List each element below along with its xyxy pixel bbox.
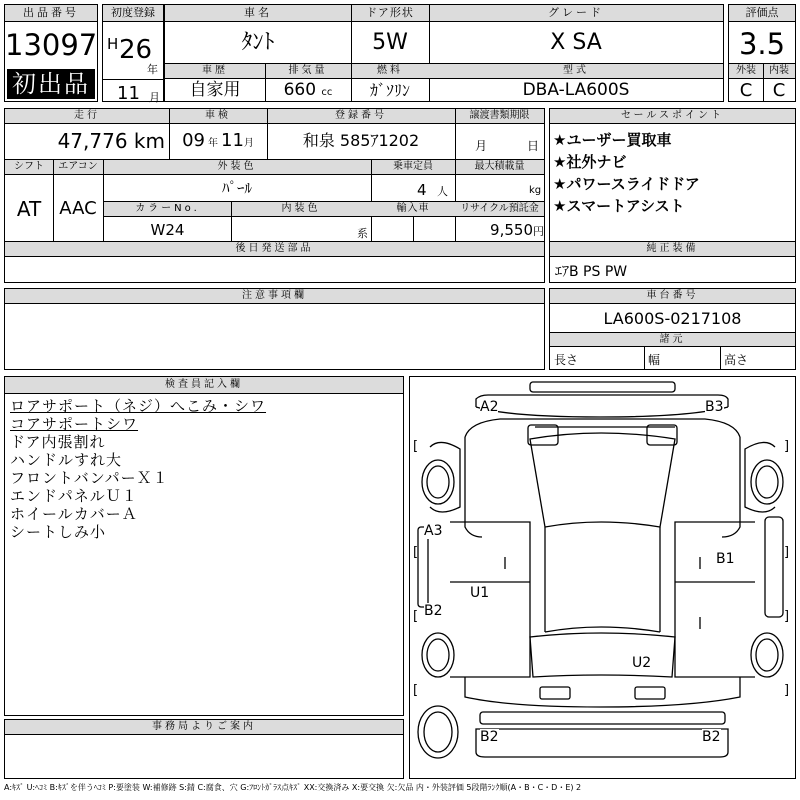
spec-label: 諸元 <box>550 332 795 347</box>
shift: AT <box>16 197 42 221</box>
caution-label: 注意事項欄 <box>5 289 544 304</box>
bracket: [ <box>413 439 419 454</box>
registration-year: 26 <box>119 35 153 65</box>
transfer-day: 日 <box>527 139 540 153</box>
bracket: ] <box>784 683 790 698</box>
displacement: 660 <box>283 80 317 100</box>
inspector-note: コアサポートシワ <box>10 415 139 433</box>
color-number-label: カラーNo. <box>104 202 231 217</box>
bracket: [ <box>413 683 419 698</box>
mileage-cell <box>5 127 165 155</box>
bracket: ] <box>784 609 790 624</box>
first-registration-box <box>102 4 164 102</box>
sales-point: ★社外ナビ <box>553 153 627 171</box>
caution-box <box>4 288 545 370</box>
recycle-cell <box>455 219 544 243</box>
exterior-color: ﾊﾟｰﾙ <box>221 179 252 197</box>
inspection-cell <box>169 127 267 158</box>
mileage-label: 走行 <box>5 109 169 124</box>
import-label: 輸入車 <box>371 202 455 217</box>
capacity: 4 <box>417 181 427 199</box>
door-type: 5W <box>372 30 408 55</box>
exterior-grade: C <box>739 80 753 101</box>
max-load-label: 最大積載量 <box>455 160 544 175</box>
damage-mark: B2 <box>424 603 443 619</box>
model-label: 型式 <box>429 64 723 79</box>
exterior-color-label: 外装色 <box>103 160 371 175</box>
transfer-deadline-label: 譲渡書類期限 <box>455 109 544 124</box>
interior-grade-label: 内装 <box>763 64 795 79</box>
office-notes-box <box>4 719 404 779</box>
first-registration-label: 初度登録 <box>103 5 163 22</box>
inspector-notes-label: 検査員記入欄 <box>5 377 403 394</box>
shift-label: シフト <box>5 160 53 175</box>
inspection-year: 09 <box>182 130 205 151</box>
month-unit: 月 <box>149 91 160 104</box>
displacement-cell <box>265 80 351 103</box>
inspection-label: 車検 <box>169 109 267 124</box>
plate-label: 登録番号 <box>267 109 455 124</box>
vehicle-details-box <box>4 108 545 242</box>
damage-mark: U2 <box>632 655 652 671</box>
car-damage-diagram <box>409 376 796 779</box>
sales-points-box <box>549 108 796 242</box>
ac-label: エアコン <box>53 160 103 175</box>
bracket: ] <box>784 545 790 560</box>
model: DBA-LA600S <box>522 80 630 100</box>
equipment-list: ｴｱB PS PW <box>555 264 628 280</box>
interior-grade: C <box>772 80 786 101</box>
score-box <box>728 4 796 102</box>
equipment-box <box>549 241 796 283</box>
inspector-note: フロントバンパーＸ１ <box>10 469 169 487</box>
registration-month: 11 <box>117 83 140 104</box>
car-info-box <box>164 4 724 102</box>
displacement-label: 排気量 <box>265 64 351 79</box>
era: H <box>107 35 119 53</box>
first-listing-badge: 初出品 <box>7 69 95 99</box>
interior-color-label: 内装色 <box>231 202 371 217</box>
interior-color-unit: 系 <box>357 227 368 240</box>
inspector-note: ロアサポート（ネジ）へこみ・シワ <box>10 397 267 415</box>
bracket: [ <box>413 609 419 624</box>
damage-mark: B2 <box>702 729 721 745</box>
length-label: 長さ <box>554 353 579 367</box>
legend: A:ｷｽﾞ U:ﾍｺﾐ B:ｷｽﾞを伴うﾍｺﾐ P:要塗装 W:補修跡 S:錆 C:腐食、穴 G:ﾌﾛﾝﾄｶﾞﾗｽ点ｷｽﾞ XX:交換済み X:要交換 欠:欠品 内・外装評価 5段階ﾗﾝｸ順(A・B・C・D・E) 2 <box>4 783 582 792</box>
transfer-month: 月 <box>475 139 488 153</box>
grade: X SA <box>550 30 602 55</box>
max-load-unit: kg <box>529 185 542 196</box>
displacement-unit: cc <box>321 87 333 98</box>
score-label: 評価点 <box>729 5 795 22</box>
damage-mark: A2 <box>480 399 499 415</box>
inspector-note: ホイールカバーＡ <box>10 505 138 523</box>
chassis-box <box>549 288 796 370</box>
inspector-note: ドア内張割れ <box>10 433 106 451</box>
car-outline-svg <box>410 377 795 778</box>
damage-mark: A3 <box>424 523 443 539</box>
history-label: 車歴 <box>165 64 265 79</box>
bracket: ] <box>784 439 790 454</box>
later-parts-label: 後日発送部品 <box>5 242 544 257</box>
car-name-label: 車名 <box>165 5 351 22</box>
lot-number: 13097 <box>5 28 97 62</box>
car-name: ﾀﾝﾄ <box>241 30 275 55</box>
door-label: ドア形状 <box>351 5 429 22</box>
inspector-note: シートしみ小 <box>10 523 107 541</box>
inspection-month: 11 <box>221 130 244 151</box>
inspection-month-unit: 月 <box>243 138 254 149</box>
capacity-label: 乗車定員 <box>371 160 455 175</box>
width-label: 幅 <box>648 353 661 367</box>
damage-mark: U1 <box>470 585 490 601</box>
chassis-label: 車台番号 <box>550 289 795 304</box>
sales-point: ★パワースライドドア <box>553 175 700 193</box>
fuel-label: 燃料 <box>351 64 429 79</box>
height-label: 高さ <box>724 353 749 367</box>
lot-number-box <box>4 4 98 102</box>
capacity-unit: 人 <box>437 185 448 198</box>
later-parts-box <box>4 241 545 283</box>
sales-points-label: セールスポイント <box>550 109 795 124</box>
recycle-label: リサイクル預託金 <box>455 202 544 217</box>
inspection-year-unit: 年 <box>208 138 218 149</box>
damage-mark: B2 <box>480 729 499 745</box>
exterior-grade-label: 外装 <box>729 64 763 79</box>
recycle-unit: 円 <box>533 225 544 238</box>
inspector-notes-box <box>4 376 404 716</box>
color-number: W24 <box>150 221 185 239</box>
inspector-note: ハンドルすれ大 <box>10 451 123 469</box>
score: 3.5 <box>738 27 786 61</box>
bracket: [ <box>413 545 419 560</box>
sales-point: ★スマートアシスト <box>553 197 685 215</box>
year-unit: 年 <box>147 63 158 76</box>
office-notes-label: 事務局よりご案内 <box>5 720 403 735</box>
mileage-unit: km <box>133 129 165 153</box>
grade-label: グレード <box>429 5 723 22</box>
sales-point: ★ユーザー買取車 <box>553 131 672 149</box>
history: 自家用 <box>189 80 241 100</box>
fuel: ｶﾞｿﾘﾝ <box>369 81 410 100</box>
recycle-fee: 9,550 <box>490 221 533 239</box>
plate-number: 和泉 585ｱ1202 <box>302 131 420 150</box>
damage-mark: B1 <box>716 551 735 567</box>
lot-number-label: 出品番号 <box>5 5 97 22</box>
mileage: 47,776 <box>57 129 128 153</box>
equipment-label: 純正装備 <box>550 242 795 257</box>
inspector-note: エンドパネルＵ１ <box>10 487 138 505</box>
air-conditioner: AAC <box>59 198 97 219</box>
damage-mark: B3 <box>705 399 724 415</box>
chassis-number: LA600S-0217108 <box>603 309 742 328</box>
